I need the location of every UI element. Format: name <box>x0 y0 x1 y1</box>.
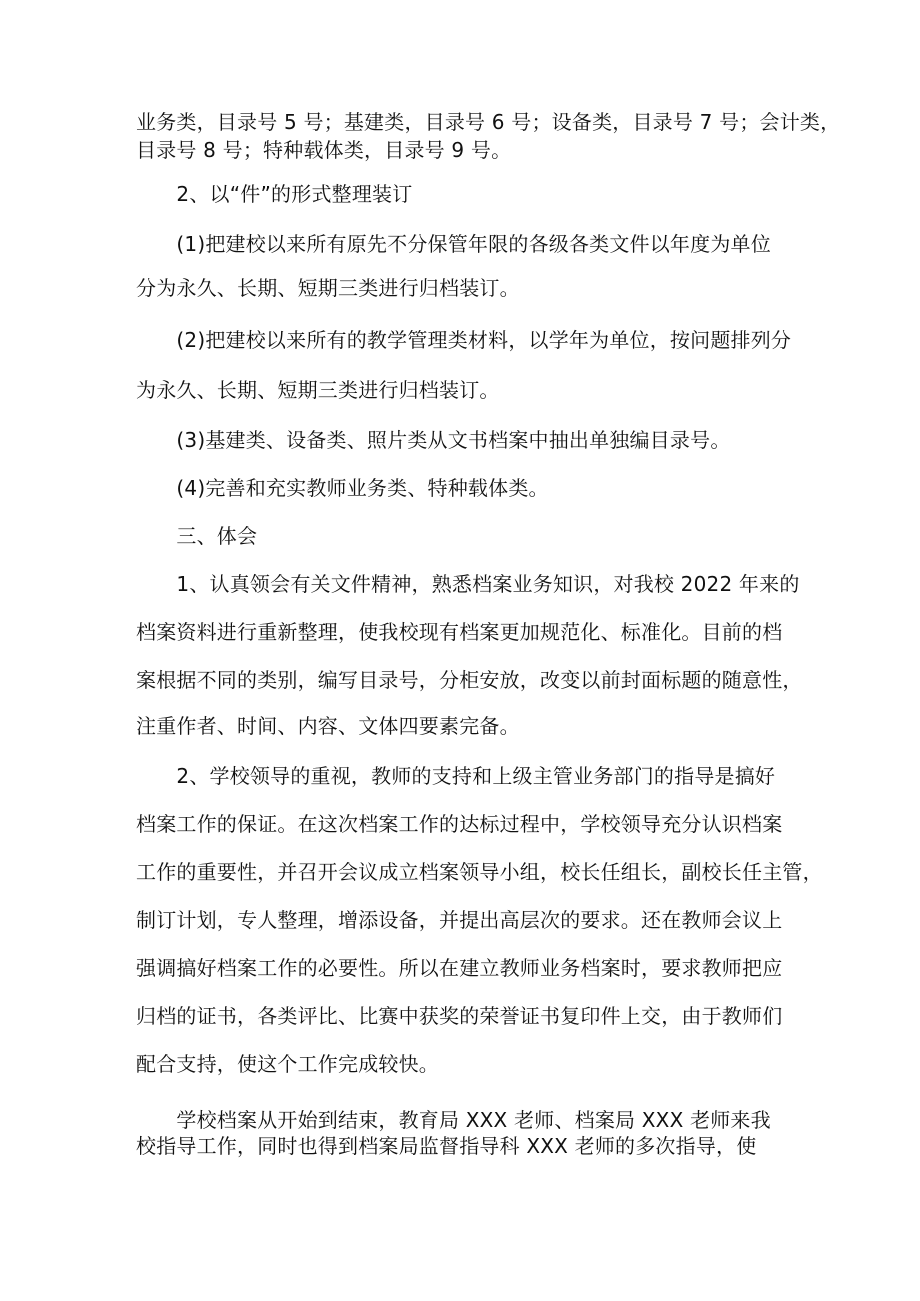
text-line: 配合支持，使这个工作完成较快。 <box>136 1052 439 1076</box>
text-line: 2、学校领导的重视，教师的支持和上级主管业务部门的指导是搞好 <box>136 764 776 788</box>
text-line: 校指导工作，同时也得到档案局监督指导科 XXX 老师的多次指导，使 <box>136 1134 757 1158</box>
text-line: 注重作者、时间、内容、文体四要素完备。 <box>136 714 520 738</box>
text-line: 工作的重要性，并召开会议成立档案领导小组，校长任组长，副校长任主管， <box>136 860 823 884</box>
text-line: (1)把建校以来所有原先不分保管年限的各级各类文件以年度为单位 <box>136 232 771 256</box>
text-line: 目录号 8 号；特种载体类，目录号 9 号。 <box>136 138 512 162</box>
text-line: 归档的证书，各类评比、比赛中获奖的荣誉证书复印件上交，由于教师们 <box>136 1004 783 1028</box>
text-line: 1、认真领会有关文件精神，熟悉档案业务知识，对我校 2022 年来的 <box>136 572 800 596</box>
text-line: 业务类，目录号 5 号；基建类，目录号 6 号；设备类，目录号 7 号；会计类， <box>136 110 841 134</box>
text-line: (4)完善和充实教师业务类、特种载体类。 <box>136 476 549 500</box>
text-line: 学校档案从开始到结束，教育局 XXX 老师、档案局 XXX 老师来我 <box>136 1108 771 1132</box>
text-line: 档案工作的保证。在这次档案工作的达标过程中，学校领导充分认识档案 <box>136 812 783 836</box>
text-line: 档案资料进行重新整理，使我校现有档案更加规范化、标准化。目前的档 <box>136 620 783 644</box>
text-line: 为永久、长期、短期三类进行归档装订。 <box>136 378 500 402</box>
section-heading: 2、以“件”的形式整理装订 <box>136 182 413 206</box>
text-line: 强调搞好档案工作的必要性。所以在建立教师业务档案时，要求教师把应 <box>136 956 783 980</box>
text-line: 案根据不同的类别，编写目录号，分柜安放，改变以前封面标题的随意性， <box>136 668 803 692</box>
text-line: 分为永久、长期、短期三类进行归档装订。 <box>136 276 520 300</box>
text-line: (3)基建类、设备类、照片类从文书档案中抽出单独编目录号。 <box>136 428 731 452</box>
text-line: (2)把建校以来所有的教学管理类材料，以学年为单位，按问题排列分 <box>136 328 792 352</box>
text-line: 制订计划，专人整理，增添设备，并提出高层次的要求。还在教师会议上 <box>136 908 783 932</box>
section-heading: 三、体会 <box>136 524 258 548</box>
